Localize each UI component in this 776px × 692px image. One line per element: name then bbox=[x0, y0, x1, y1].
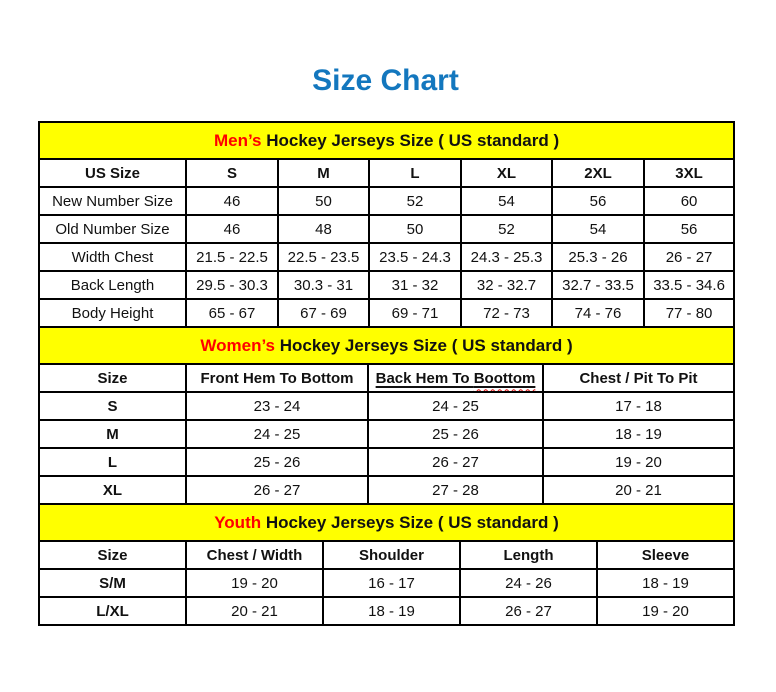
mens-value-cell: 32.7 - 33.5 bbox=[552, 271, 644, 299]
mens-data-row bbox=[39, 271, 734, 299]
youth-column-header: Chest / Width bbox=[186, 541, 323, 569]
youth-section-band bbox=[39, 504, 734, 541]
womens-data-row bbox=[39, 392, 734, 420]
womens-band-row bbox=[39, 327, 734, 364]
mens-column-header: XL bbox=[461, 159, 552, 187]
womens-column-header-text: Back Hem To Boottom bbox=[375, 369, 536, 387]
size-chart-content bbox=[38, 0, 733, 626]
mens-row-label: Back Length bbox=[39, 271, 186, 299]
mens-value-cell: 29.5 - 30.3 bbox=[186, 271, 278, 299]
womens-value-cell: 26 - 27 bbox=[368, 448, 543, 476]
womens-value-cell: 20 - 21 bbox=[543, 476, 734, 504]
mens-value-cell: 21.5 - 22.5 bbox=[186, 243, 278, 271]
womens-value-cell: 25 - 26 bbox=[186, 448, 368, 476]
womens-column-header: Chest / Pit To Pit bbox=[543, 364, 734, 392]
youth-value-cell: 20 - 21 bbox=[186, 597, 323, 625]
womens-row-label: XL bbox=[39, 476, 186, 504]
mens-value-cell: 74 - 76 bbox=[552, 299, 644, 327]
mens-table bbox=[38, 121, 735, 328]
mens-value-cell: 46 bbox=[186, 187, 278, 215]
mens-value-cell: 56 bbox=[552, 187, 644, 215]
youth-value-cell: 26 - 27 bbox=[460, 597, 597, 625]
youth-row-label: S/M bbox=[39, 569, 186, 597]
womens-data-row bbox=[39, 448, 734, 476]
womens-row-label: M bbox=[39, 420, 186, 448]
mens-value-cell: 65 - 67 bbox=[186, 299, 278, 327]
womens-row-label: S bbox=[39, 392, 186, 420]
mens-row-label: Width Chest bbox=[39, 243, 186, 271]
youth-data-row bbox=[39, 597, 734, 625]
womens-column-header: Size bbox=[39, 364, 186, 392]
womens-value-cell: 19 - 20 bbox=[543, 448, 734, 476]
womens-value-cell: 24 - 25 bbox=[368, 392, 543, 420]
mens-data-row bbox=[39, 215, 734, 243]
womens-data-row bbox=[39, 476, 734, 504]
womens-band-accent: Women’s bbox=[200, 335, 275, 355]
mens-value-cell: 50 bbox=[278, 187, 369, 215]
youth-band-text: Hockey Jerseys Size ( US standard ) bbox=[261, 512, 559, 532]
womens-band-text: Hockey Jerseys Size ( US standard ) bbox=[275, 335, 573, 355]
youth-data-row bbox=[39, 569, 734, 597]
mens-value-cell: 30.3 - 31 bbox=[278, 271, 369, 299]
mens-value-cell: 72 - 73 bbox=[461, 299, 552, 327]
mens-column-header: L bbox=[369, 159, 461, 187]
youth-column-header: Shoulder bbox=[323, 541, 460, 569]
womens-section-band bbox=[39, 327, 734, 364]
mens-value-cell: 50 bbox=[369, 215, 461, 243]
mens-value-cell: 56 bbox=[644, 215, 734, 243]
youth-value-cell: 19 - 20 bbox=[597, 597, 734, 625]
youth-value-cell: 19 - 20 bbox=[186, 569, 323, 597]
mens-value-cell: 25.3 - 26 bbox=[552, 243, 644, 271]
youth-header-row bbox=[39, 541, 734, 569]
youth-table bbox=[38, 503, 735, 626]
mens-value-cell: 52 bbox=[369, 187, 461, 215]
mens-value-cell: 77 - 80 bbox=[644, 299, 734, 327]
womens-value-cell: 23 - 24 bbox=[186, 392, 368, 420]
womens-value-cell: 27 - 28 bbox=[368, 476, 543, 504]
mens-value-cell: 52 bbox=[461, 215, 552, 243]
mens-column-header: 3XL bbox=[644, 159, 734, 187]
womens-header-row bbox=[39, 364, 734, 392]
page-title: Size Chart bbox=[312, 64, 459, 97]
misspelled-word: Boottom bbox=[473, 369, 536, 387]
mens-value-cell: 32 - 32.7 bbox=[461, 271, 552, 299]
mens-value-cell: 23.5 - 24.3 bbox=[369, 243, 461, 271]
youth-value-cell: 18 - 19 bbox=[597, 569, 734, 597]
mens-data-row bbox=[39, 243, 734, 271]
youth-value-cell: 18 - 19 bbox=[323, 597, 460, 625]
mens-data-row bbox=[39, 187, 734, 215]
mens-value-cell: 26 - 27 bbox=[644, 243, 734, 271]
youth-column-header: Length bbox=[460, 541, 597, 569]
mens-row-label: Body Height bbox=[39, 299, 186, 327]
mens-row-label: Old Number Size bbox=[39, 215, 186, 243]
mens-band-accent: Men’s bbox=[213, 130, 262, 150]
mens-data-row bbox=[39, 299, 734, 327]
mens-value-cell: 48 bbox=[278, 215, 369, 243]
youth-row-label: L/XL bbox=[39, 597, 186, 625]
mens-value-cell: 54 bbox=[461, 187, 552, 215]
mens-column-header: S bbox=[186, 159, 278, 187]
womens-value-cell: 17 - 18 bbox=[543, 392, 734, 420]
mens-column-header: M bbox=[278, 159, 369, 187]
womens-column-header: Front Hem To Bottom bbox=[186, 364, 368, 392]
mens-row-label: New Number Size bbox=[39, 187, 186, 215]
youth-column-header: Sleeve bbox=[597, 541, 734, 569]
youth-value-cell: 24 - 26 bbox=[460, 569, 597, 597]
mens-column-header: US Size bbox=[39, 159, 186, 187]
mens-value-cell: 31 - 32 bbox=[369, 271, 461, 299]
mens-band-text: Hockey Jerseys Size ( US standard ) bbox=[261, 130, 560, 150]
womens-value-cell: 25 - 26 bbox=[368, 420, 543, 448]
youth-band-row bbox=[39, 504, 734, 541]
womens-data-row bbox=[39, 420, 734, 448]
mens-section-band bbox=[39, 122, 734, 159]
mens-value-cell: 60 bbox=[644, 187, 734, 215]
womens-column-header bbox=[368, 364, 543, 392]
youth-column-header: Size bbox=[39, 541, 186, 569]
mens-band-row bbox=[39, 122, 734, 159]
mens-value-cell: 46 bbox=[186, 215, 278, 243]
womens-row-label: L bbox=[39, 448, 186, 476]
womens-table bbox=[38, 326, 735, 505]
mens-header-row bbox=[39, 159, 734, 187]
youth-band-accent: Youth bbox=[214, 512, 262, 532]
womens-value-cell: 18 - 19 bbox=[543, 420, 734, 448]
womens-value-cell: 26 - 27 bbox=[186, 476, 368, 504]
mens-value-cell: 54 bbox=[552, 215, 644, 243]
mens-value-cell: 33.5 - 34.6 bbox=[644, 271, 734, 299]
mens-value-cell: 24.3 - 25.3 bbox=[461, 243, 552, 271]
mens-column-header: 2XL bbox=[552, 159, 644, 187]
youth-value-cell: 16 - 17 bbox=[323, 569, 460, 597]
womens-value-cell: 24 - 25 bbox=[186, 420, 368, 448]
mens-value-cell: 69 - 71 bbox=[369, 299, 461, 327]
mens-value-cell: 22.5 - 23.5 bbox=[278, 243, 369, 271]
mens-value-cell: 67 - 69 bbox=[278, 299, 369, 327]
